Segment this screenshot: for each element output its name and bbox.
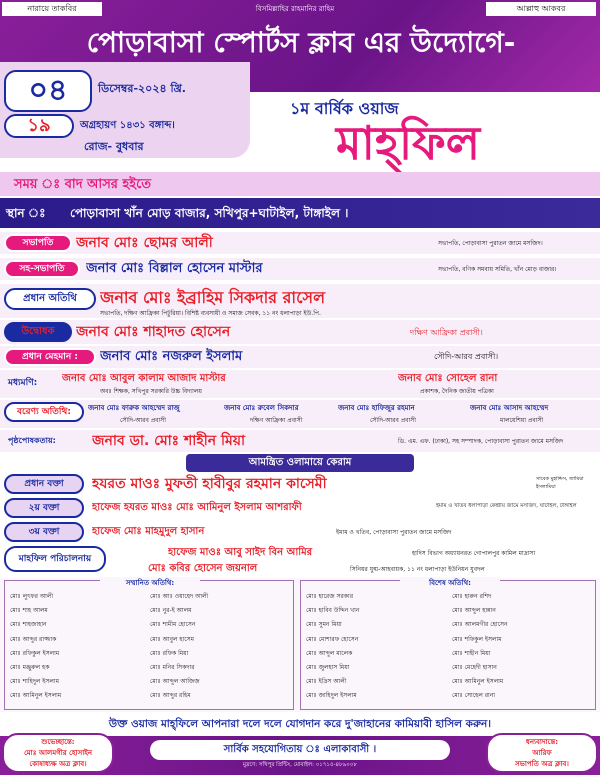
list-item: মোঃ আব্দুল হান্নান [452,607,496,615]
list-item: মোঃ সোহেল রানা [452,692,496,700]
guest-3-name: জনাব মোঃ হাফিজুর রহমান [338,404,415,412]
role-detail-president: সভাপতি, পোড়াবাসা পুরাতন জামে মসজিদ। [438,240,543,247]
invite-text: উক্ত ওয়াজ মাহ্‌ফিলে আপনারা দলে দলে যোগদান করে দু'জাহানের কামিয়াবী হাসিল করুন। [108,718,492,730]
day-number: ০৪ [4,70,92,112]
footer-center: সার্বিক সহযোগিতায় ঃ এলাকাবাসী । [150,740,450,760]
list-item: মোঃ শফিকুল ইসলাম [452,635,502,643]
weekday: রোজ- বুধবার [84,140,144,153]
footer-left-line-2: মোঃ আলমগীর হোসাইন [23,749,93,757]
list-item: মোঃ মনির সিকদার [150,664,195,672]
speaker-detail-3: ইমাম ও খতিব, পোড়াবাসা পুরাতন জামে মসজিদ [336,529,452,536]
honored-col-2 [150,590,290,708]
speaker-label-2: ২য় বক্তা [4,498,84,518]
role-label-main-guest: প্রধান মেহমান : [4,348,96,366]
list-item: মোঃ মঞ্জুরুল হক [10,664,50,672]
list-item: মোঃ আমিনুল ইসলাম [452,678,504,686]
footer-right-box [486,733,598,773]
footer-left-line-1: শুভেচ্ছান্তে: [41,738,75,746]
guest-4-name: জনাব মোঃ আসাদ আহম্মেদ [470,404,549,412]
list-item: মোঃ শাহজাহান [10,621,47,629]
list-item: মোঃ আব্দুল আজিজ [150,678,200,686]
special-heading: বিশেষ অতিথি: [400,577,500,589]
right-tag: আল্লাহু আকবর [486,2,596,16]
guest-3-detail: সৌদি-আরব প্রবাসী [370,417,416,424]
list-item: মোঃ রফিক মিয়া [150,649,189,657]
print-credit: মুদ্রণে: সখিপুর প্রিন্টিং, মোবাইল: ০১৭১৫-৪৮৯০০৮ [243,762,357,768]
list-item: মোঃ শাহীন মিয়া [452,649,491,657]
club-title: পোড়াবাসা স্পোর্টস ক্লাব এর উদ্যোগে- [86,26,516,59]
list-item: মোঃ জুলহাস মিয়া [306,664,350,672]
conductor-name-1: হাফেজ মাওঃ আবু সাইদ বিন আমির [168,547,313,558]
conductor-detail-1: হাদিস বিভাগ অধ্যায়নরত গোপালপুর কামিল মাদ্রাসা [412,550,536,557]
speaker-label-1: প্রধান বক্তা [4,474,84,494]
role-label-president: সভাপতি [4,234,72,252]
madhyamoni-label: মধ্যমণি: [8,378,38,388]
list-item: মোঃ আব্দুর রাজ্জাক [10,635,57,643]
list-item: মোঃ আবুল হাসেম [150,635,194,643]
guest-2-name: জনাব মোঃ রুবেল সিকদার [224,404,299,412]
footer-right-line-1: ধন্যবাদান্তে: [525,738,559,746]
event-subtitle: ১ম বার্ষিক ওয়াজ [290,99,399,118]
venue-label: স্থান ঃ [6,206,46,220]
conductor-detail-2: সিনিয়র যুগ্ম-আহবায়ক, ১১ নং ধলাপাড়া ইউনিয়ন যুবদল [350,566,485,573]
role-name-vice-president: জনাব মোঃ বিল্লাল হোসেন মাস্টার [86,261,263,276]
role-name-president: জনাব মোঃ ছোমর আলী [76,235,213,251]
patron-detail: ডি. এম. এফ. (ঢাকা), সহ সম্পাদক, পোড়াবাসা পুরাতন জামে মসজিদ [398,438,564,445]
list-item: মোঃ মোশারফ হোসেন [306,635,359,643]
conductor-label: মাহফিল পরিচালনায় [4,546,106,572]
patron-label: পৃষ্ঠপোষকতায়: [8,436,56,445]
role-detail-vice-president: সভাপতি, বণিক সমবায় সমিতি, খাঁন মোড় বাজার। [438,266,557,273]
speaker-detail-2: ইমাম ও খতিব ধলাপাড়া কেন্দ্রীয় জামে মসজিদ, ঘাটাইল, টাঙ্গাইল [436,503,577,509]
footer-right-line-3: সভাপতি অত্র ক্লাব। [515,760,569,768]
event-time: সময় ঃ বাদ আসর হইতে [14,177,152,192]
list-item: মোঃ সুমন মিয়া [306,621,342,629]
patron-name: জনাব ডা. মোঃ শাহীন মিয়া [92,433,246,449]
ulama-heading: আমন্ত্রিত ওলামায়ে কেরাম [186,454,414,472]
role-label-chief-guest: প্রধান অতিথি [4,288,96,310]
speaker-name-2: হাফেজ হযরত মাওঃ মোঃ আমিনুল ইসলাম আশরাফী [92,502,302,513]
footer-left-box [2,733,114,773]
speaker-name-1: হযরত মাওঃ মুফতী হাবীবুর রহমান কাসেমী [92,476,327,492]
list-item: মোঃ ইদ্রিস আলী [306,678,347,686]
role-name-main-guest: জনাব মোঃ নজরুল ইসলাম [100,349,243,364]
list-item: মোঃ শামীম হোসেন [150,621,196,629]
speaker-label-3: ৩য় বক্তা [4,522,84,542]
role-name-inaugurator: জনাব মোঃ শাহাদত হোসেন [76,324,231,340]
list-item: মোঃ নুর-ই আলম [150,607,192,615]
footer-left-line-3: কোষাধ্যক্ষ অত্র ক্লাব। [29,760,87,768]
role-name-chief-guest: জনাব মোঃ ইব্রাহিম সিকদার রাসেল [100,288,325,307]
month-year: ডিসেম্বর-২০২৪ খ্রি. [98,82,186,95]
guest-4-detail: মালয়েশিয়া প্রবাসী [500,417,544,424]
list-item: মোঃ মেহেদী হাসান [452,664,497,672]
role-detail-main-guest: সৌদি-আরব প্রবাসী। [434,352,499,361]
madhyamoni-detail-2: প্রকাশক, দৈনিক জাতীয় পত্রিকা [420,388,494,395]
bangla-month-year: অগ্রহায়ণ ১৪৩১ বঙ্গাব্দ। [80,120,175,131]
list-item: মোঃ রফিকুল ইসলাম [10,649,60,657]
bismillah-text: বিসমিল্লাহির রাহমানির রাহিম [255,5,335,13]
role-detail-inaugurator: দক্ষিণ আফ্রিকা প্রবাসী। [410,328,483,337]
speaker-detail-1: সাবেক মুহাদ্দিস, জামিয়া ইসলামিয়া [536,476,584,490]
speaker-name-3: হাফেজ মোঃ মাহমুদুল হাসান [92,526,205,537]
left-tag: নারায়ে তাকবির [2,2,102,16]
list-item: মোঃ জাহিদুল ইসলাম [306,692,357,700]
guests-label: বরেণ্য অতিথি: [4,402,84,422]
conductor-name-2: মোঃ কবির হোসেন জয়নাল [148,563,258,574]
list-item: মোঃ আমিনুল ইসলাম [10,692,62,700]
list-item: মোঃ শাহ আলম [10,607,48,615]
honored-heading: সম্মানিত অতিথি: [100,577,200,589]
special-col-1 [306,590,446,708]
list-item: মোঃ হারেজ সরকার [306,593,353,600]
list-item: মোঃ শাহিদুল ইসলাম [10,678,59,686]
list-item: মোঃ আব্দুল মালেক [306,649,353,657]
guest-1-name: জনাব মোঃ ফারুক আহম্মেদ রাজু [88,404,180,412]
role-label-vice-president: সহ-সভাপতি [4,260,80,278]
guest-2-detail: দক্ষিণ আফ্রিকা প্রবাসী [250,417,303,424]
list-item: মোঃ লুৎফর আলী [10,593,54,600]
madhyamoni-name-1: জনাব মোঃ আবুল কালাম আজাদ মাস্টার [62,373,226,384]
list-item: মোঃ হাবিব উদ্দিন খান [306,607,360,615]
list-item: মোঃ আঃ ওয়াহেদ আলী [150,593,209,600]
event-name: মাহ্‌ফিল [335,116,481,170]
list-item: মোঃ আব্দুর রহিম [150,692,191,700]
role-detail-chief-guest: সভাপতি, দক্ষিণ আফ্রিকা পিটুরিয়া। বিশিষ্ট ব্যবসায়ী ও সমাজ সেবক, ১১ নং ধলাপাড়া ইউ.পি. [100,310,321,317]
role-label-inaugurator: উদ্বোধক [4,322,72,342]
honored-col-1 [10,590,142,708]
list-item: মোঃ হারুন রশিদ [452,593,492,600]
footer-right-line-2: আরিফ [532,749,552,757]
venue-text: পোড়াবাসা খাঁন মোড় বাজার, সখিপুর+ঘাটাইল, টাঙ্গাইল । [70,206,349,220]
guest-1-detail: সৌদি-আরব প্রবাসী [120,417,166,424]
madhyamoni-name-2: জনাব মোঃ সোহেল রানা [398,373,498,384]
madhyamoni-detail-1: অবঃ শিক্ষক, সখিপুর সরকারি উচ্চ বিদ্যালয় [100,388,202,395]
list-item: মোঃ আলমগীর হোসেন [452,621,508,629]
bangla-day: ১৯ [4,114,74,138]
special-col-2 [452,590,592,708]
